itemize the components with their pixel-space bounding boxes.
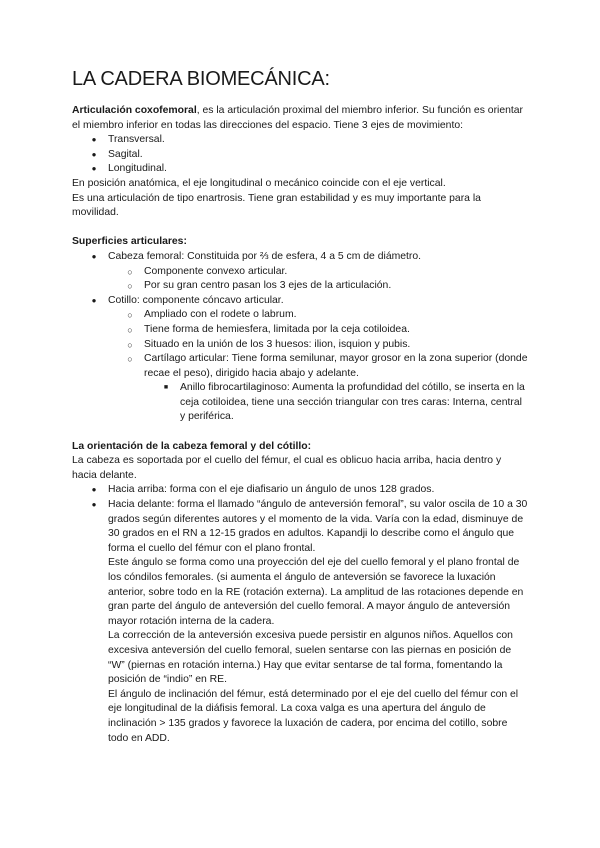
- list-item-text: La corrección de la anteversión excesiva puede persistir en algunos niños. Aquellos con excesiva anteversión del cuello femoral, suelen sentarse con las piernas en posición de “W” (piernas en rotación interna.) Hay que evitar sentarse de tal forma, fomentando la posición de “indio” en RE.: [108, 630, 513, 686]
- list-item-text: Cotillo: componente cóncavo articular.: [108, 294, 284, 306]
- list-item-text: Componente convexo articular.: [144, 265, 288, 277]
- list-item-text: Por su gran centro pasan los 3 ejes de la articulación.: [144, 280, 392, 292]
- bullet-circle-icon: ○: [127, 310, 133, 321]
- page-title: LA CADERA BIOMECÁNICA:: [72, 68, 330, 90]
- list-item: [72, 279, 528, 294]
- list-item: [72, 148, 528, 163]
- list-item-text: Sagital.: [108, 148, 143, 160]
- list-item-text: Situado en la unión de los 3 huesos: ilion, isquion y pubis.: [144, 338, 411, 350]
- bullet-circle-icon: ○: [127, 324, 133, 335]
- orientation-intro: La cabeza es soportada por el cuello del fémur, el cual es oblicuo hacia arriba, hacia dentro y hacia delante.: [72, 455, 502, 481]
- intro-paragraph: [72, 104, 528, 133]
- list-item: [72, 294, 528, 309]
- bullet-disc-icon: ●: [91, 485, 97, 495]
- list-item-text: Hacia arriba: forma con el eje diafisario un ángulo de unos 128 grados.: [108, 484, 435, 496]
- list-item: [72, 265, 528, 280]
- bullet-disc-icon: ●: [91, 149, 97, 159]
- orientation-list: [72, 483, 528, 746]
- list-item-text: Ampliado con el rodete o labrum.: [144, 309, 297, 321]
- surfaces-list: [72, 250, 528, 425]
- list-item-text: Cartílago articular: Tiene forma semilunar, mayor grosor en la zona superior (donde recae el peso), dirigido hacia abajo y adelante.: [144, 353, 528, 379]
- orientation-heading: La orientación de la cabeza femoral y del cótillo:: [72, 440, 312, 452]
- intro-text: , es la articulación proximal del miembro inferior. Su función es orientar el miembro inferior en todas las direcciones del espacio. Tiene 3 ejes de movimiento:: [72, 105, 524, 131]
- list-item-text: Longitudinal.: [108, 163, 167, 175]
- bullet-circle-icon: ○: [127, 354, 133, 365]
- bullet-circle-icon: ○: [127, 281, 133, 292]
- bullet-disc-icon: ●: [91, 251, 97, 261]
- list-item: [72, 498, 528, 556]
- intro-line-2: Es una articulación de tipo enartrosis. Tiene gran estabilidad y es muy importante para la movilidad.: [72, 192, 481, 219]
- list-item-text: El ángulo de inclinación del fémur, está determinado por el eje del cuello del fémur con el eje longitudinal de la diáfisis femoral. La coxa valga es una apertura del ángulo de inclinación > 135 grados y favorece la luxación de cadera, por encima del cotillo, sobre todo en ADD.: [108, 688, 519, 744]
- list-item-text: Tiene forma de hemiesfera, limitada por la ceja cotiloidea.: [144, 323, 410, 335]
- list-item: [72, 162, 528, 177]
- bullet-circle-icon: ○: [127, 266, 133, 277]
- bullet-disc-icon: ●: [91, 135, 97, 145]
- list-item: [72, 323, 528, 338]
- list-item: [72, 308, 528, 323]
- list-item: [72, 338, 528, 353]
- list-item-continuation: [72, 556, 528, 629]
- axes-list: [72, 133, 528, 177]
- bullet-disc-icon: ●: [91, 295, 97, 305]
- list-item-text: Este ángulo se forma como una proyección del eje del cuello femoral y el plano frontal de los cóndilos femorales. (si aumenta el ángulo de anteversión se favorece la luxación anterior, sobre todo en la RE (rotación externa). La amplitud de las rotaciones depende en gran parte del ángulo de anteversión del cuello femoral. A mayor ángulo de anteversión mayor rotación interna de la cadera.: [108, 557, 524, 627]
- list-item-text: Hacia delante: forma el llamado “ángulo de anteversión femoral”, su valor oscila de 10 a 30 grados según diferentes autores y el momento de la vida. Varía con la edad, disminuye de 30 grados en el RN a 12-15 grados en adultos. Kapandji lo describe como el ángulo que forma el cuello del fémur con el plano frontal.: [108, 499, 528, 554]
- list-item-continuation: [72, 629, 528, 687]
- bullet-circle-icon: ○: [127, 339, 133, 350]
- list-item: [72, 133, 528, 148]
- list-item-text: Transversal.: [108, 134, 165, 146]
- surfaces-heading: Superficies articulares:: [72, 236, 187, 248]
- intro-line-1: En posición anatómica, el eje longitudinal o mecánico coincide con el eje vertical.: [72, 177, 446, 189]
- list-item: [72, 381, 528, 425]
- intro-bold-term: Articulación coxofemoral: [72, 105, 197, 116]
- list-item: [72, 250, 528, 265]
- bullet-disc-icon: ●: [91, 164, 97, 174]
- bullet-square-icon: ■: [163, 384, 169, 392]
- document-body: [72, 104, 528, 746]
- list-item-continuation: [72, 688, 528, 746]
- list-item-text: Anillo fibrocartilaginoso: Aumenta la profundidad del cótillo, se inserta en la ceja cotiloidea, tiene una sección triangular con tres caras: Interna, central y periférica.: [180, 382, 525, 423]
- list-item: [72, 352, 528, 381]
- list-item: [72, 483, 528, 498]
- bullet-disc-icon: ●: [91, 500, 97, 510]
- list-item-text: Cabeza femoral: Constituida por ⅔ de esfera, 4 a 5 cm de diámetro.: [108, 250, 422, 262]
